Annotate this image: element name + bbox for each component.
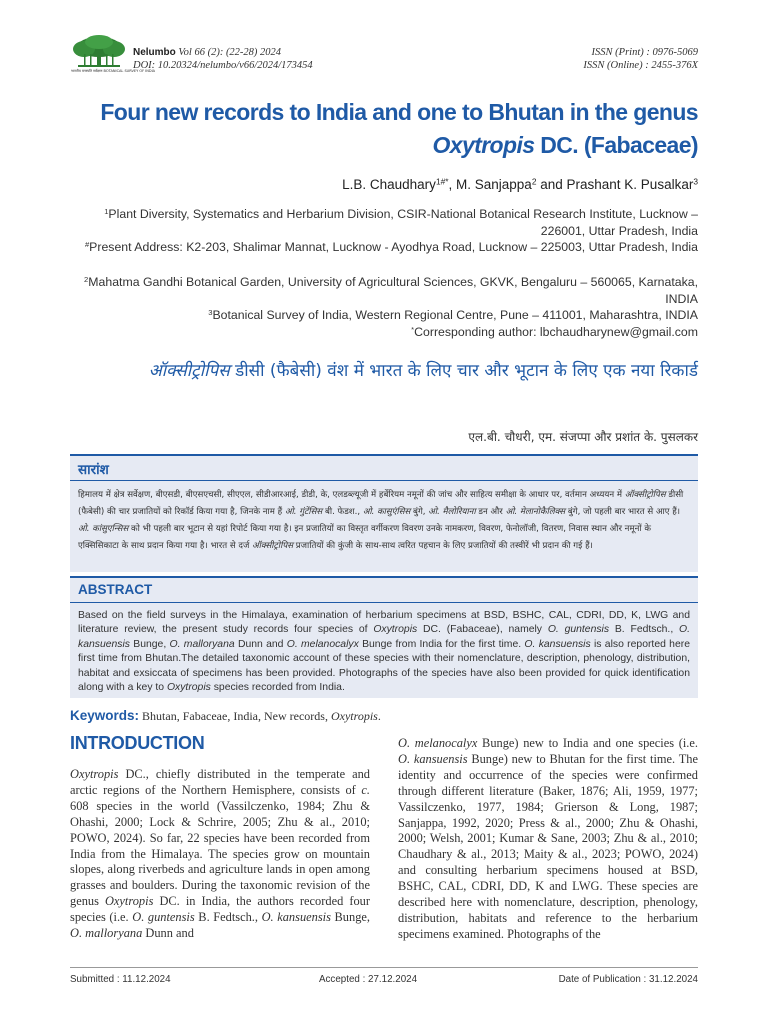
footer-divider (70, 967, 698, 968)
intro-l6: Dunn and (142, 926, 194, 941)
saransh-species-k: ओ. कासुएंसिस (362, 507, 411, 517)
author-3-sup: 3 (693, 176, 698, 187)
saransh-p1: हिमालय में क्षेत्र सर्वेक्षण, बीएसडी, बीएसएचसी, सीएएल, सीडीआरआई, डीडी, के, एलडब्ल्यूजी में हर्बेरियम नमूनों की जांच और साहित्य समीक्षा के आधार पर, वर्तमान अध्ययन में (78, 490, 625, 500)
saransh-divider (70, 480, 698, 481)
affiliation-1-text: Plant Diversity, Systematics and Herbarium Division, CSIR-National Botanical Research Institute, Lucknow – 226001, Uttar Pradesh, India (108, 207, 698, 238)
affiliation-1-sup: 1 (104, 206, 109, 216)
saransh-p2: डीसी (फैबेसी) की चार प्रजातियों को रिकॉर्ड किया गया है, जिनके नाम हैं (78, 490, 684, 517)
title-genus: Oxytropis (432, 132, 535, 158)
abstract-heading: ABSTRACT (78, 582, 153, 597)
intro-l2: 608 species in the world (Vassilczenko, 1984; Zhu & Ohashi, 2000; Lock & Schrire, 2005; Zhu & al., 2010; POWO, 2024). So far, 22 species have been recorded from India from the Himalaya. The species grow on mountain slopes, along riverbeds and agriculture lands in open among grasses and boulders. During the taxonomic revision of the genus (70, 798, 370, 909)
intro-l4-species: O. kansuensis (261, 910, 331, 925)
abstract-i4: O. malloryana (169, 638, 235, 650)
abstract-t1: Based on the field surveys in the Himalaya, examination of herbarium specimens at BSD, BSHC, CAL, CDRI, DD, K, LWG and literature review, the present study records four species of (78, 610, 690, 636)
author-1-sup: 1#* (435, 176, 449, 187)
affiliation-2-text: Mahatma Gandhi Botanical Garden, University of Agricultural Sciences, GKVK, Bengaluru – 560065, Karnataka, INDIA (88, 275, 698, 306)
issn-block (583, 46, 698, 72)
introduction-heading: INTRODUCTION (70, 733, 205, 753)
doi[interactable]: DOI: 10.20324/nelumbo/v66/2024/173454 (133, 60, 313, 71)
publication-date: Date of Publication : 31.12.2024 (558, 974, 698, 985)
title-line-1: Four new records to India and one to Bhutan in the genus (100, 99, 698, 125)
issn-print: ISSN (Print) : 0976-5069 (591, 47, 698, 58)
abstract-t3: B. Fedtsch., (609, 624, 680, 636)
keywords-end: . (377, 709, 381, 723)
corresponding-text[interactable]: Corresponding author: lbchaudharynew@gmail.com (414, 325, 698, 339)
submitted-date: Submitted : 11.12.2024 (70, 974, 171, 985)
abstract-divider (70, 602, 698, 603)
abstract-i5: O. melanocalyx (286, 638, 359, 650)
affiliation-2-sup: 2 (84, 274, 89, 284)
saransh-p5: डन और (475, 507, 506, 517)
intro-l3-species: O. guntensis (132, 910, 195, 925)
abstract-t4: Bunge, (129, 638, 170, 650)
page-header (70, 34, 698, 78)
saransh-species-k2: ओ. कांसुएन्सिस (78, 524, 129, 534)
hindi-authors: एल.बी. चौधरी, एम. संजप्पा और प्रशांत के. पुसलकर (468, 430, 698, 444)
intro-l5-species: O. malloryana (70, 926, 143, 941)
abstract-i7: Oxytropis (166, 682, 211, 694)
intro-l1-circa: c. (361, 782, 370, 797)
affiliation-present-text: Present Address: K2-203, Shalimar Mannat, Lucknow - Ayodhya Road, Lucknow – 225003, Uttar Pradesh, India (89, 240, 698, 254)
saransh-p4: बुंगे, (410, 507, 429, 517)
logo-caption: भारतीय वनस्पति सर्वेक्षण BOTANICAL SURVEY OF INDIA (71, 69, 155, 73)
author-list (70, 177, 698, 192)
keywords (70, 708, 698, 724)
intro-column-left (70, 767, 370, 942)
intro-column-right (398, 736, 698, 943)
saransh-genus-2: ऑक्सीट्रोपिस (252, 541, 294, 551)
saransh-p3: बी. फेडश., (322, 507, 363, 517)
abstract-box (70, 576, 698, 698)
keywords-text: Bhutan, Fabaceae, India, New records, (139, 709, 331, 723)
intro-r1-species-2: O. kansuensis (398, 751, 468, 766)
intro-l3: DC. in India, the authors recorded four species (i.e. (70, 894, 370, 925)
journal-volume: Vol 66 (2): (22-28) 2024 (178, 47, 282, 58)
abstract-i6: O. kansuensis (524, 638, 591, 650)
saransh-species-m: ओ. मैलोरियाना (428, 507, 476, 517)
affiliation-present (70, 239, 698, 256)
intro-l2-genus: Oxytropis (104, 894, 154, 909)
abstract-text (70, 609, 698, 695)
intro-l5: Bunge, (330, 910, 370, 925)
affiliation-3-text: Botanical Survey of India, Western Regional Centre, Pune – 411001, Maharashtra, INDIA (212, 308, 698, 322)
corresponding-sup: * (411, 324, 415, 334)
affiliation-2 (70, 274, 698, 307)
abstract-i1: Oxytropis (373, 624, 418, 636)
saransh-box (70, 454, 698, 572)
author-2-sup: 2 (531, 176, 537, 187)
intro-r2: Bunge) new to Bhutan for the first time. The identity and occurrence of the species were confirmed through different literature (Baker, 1876; Ali, 1959, 1977; Vassilczenko, 1977, 1984; Grierson & Long, 1987; Sanjappa, 1992, 2020; Press & al., 2000; Zhu & Ohashi, 2000; Welsh, 2001; Kumar & Sane, 2003; Zhu & al., 2010; Chaudhary & al., 2013; Maity & al., 2023; POWO, 2024) and consulting herbarium specimens housed at BSD, BSHC, CAL, CDRI, DD, K and LWG. These species are described here with nomenclature, description, phenology, distribution, habitats and reference to the herbarium specimens examined. Photographs of the (398, 751, 698, 941)
intro-r1: Bunge) new to India and one species (i.e. (477, 736, 698, 750)
journal-citation (133, 46, 313, 72)
intro-r1-species: O. melanocalyx (398, 736, 478, 750)
saransh-p6: बुंगे, जो पहली बार भारत से आए हैं। (565, 507, 681, 517)
saransh-species-g: ओ. गुंटेंसिस (284, 507, 323, 517)
intro-l1-genus: Oxytropis (70, 767, 119, 781)
abstract-t5: Dunn and (234, 638, 287, 650)
keywords-genus: Oxytropis (330, 709, 378, 723)
hindi-title-genus: ऑक्सीट्रोपिस (148, 361, 230, 381)
saransh-text (70, 487, 698, 555)
abstract-i3: O. kansuensis (78, 624, 690, 650)
corresponding-author (70, 324, 698, 341)
author-1: L.B. Chaudhary (342, 177, 436, 192)
keywords-label: Keywords: (70, 708, 140, 723)
journal-name: Nelumbo (133, 47, 176, 58)
affiliation-present-sup: # (84, 239, 90, 249)
intro-l1: DC., chiefly distributed in the temperate and arctic regions of the Northern Hemisphere, consists of (70, 767, 370, 797)
banyan-tree-icon (70, 34, 128, 70)
title-line-2-rest: DC. (Fabaceae) (534, 132, 698, 158)
author-sep-1: , (448, 177, 457, 192)
accepted-date: Accepted : 27.12.2024 (319, 974, 418, 985)
author-2: M. Sanjappa (456, 177, 532, 192)
abstract-t2: DC. (Fabaceae), namely (417, 624, 548, 636)
hindi-title-rest: डीसी (फैबेसी) वंश में भारत के लिए चार और भूटान के लिए एक नया रिकार्ड (229, 361, 698, 381)
abstract-t6: Bunge from India for the first time. (358, 638, 525, 650)
affiliation-3-sup: 3 (208, 307, 213, 317)
author-3: Prashant K. Pusalkar (566, 177, 694, 192)
abstract-t8: species recorded from India. (210, 682, 345, 694)
abstract-i2: O. guntensis (547, 624, 610, 636)
affiliation-1 (70, 206, 698, 239)
abstract-t7: is also reported here first time from Bhutan.The detailed taxonomic account of these species with their nomenclature, description, phenology, distribution, habitat and exsiccata of specimens has been provided. Photographs of the species have also been provided for quick identification along with a key to (78, 638, 690, 694)
intro-l4: B. Fedtsch., (194, 910, 262, 925)
issn-online: ISSN (Online) : 2455-376X (583, 60, 698, 71)
title-line-2 (70, 129, 698, 162)
hindi-title (70, 355, 698, 387)
saransh-p7: को भी पहली बार भूटान से यहां रिपोर्ट किया गया है। इन प्रजातियों का विस्तृत वर्गीकरण विवरण उनके नामकरण, विवरण, फेनोलॉजी, वितरण, निवास स्थान और नमूनों के एक्सिसिकाटा के साथ प्रदान किया गया है। भारत से दर्ज (78, 524, 651, 551)
saransh-p8: प्रजातियों की कुंजी के साथ-साथ त्वरित पहचान के लिए प्रजातियों की तस्वीरें भी प्रदान की गई हैं। (293, 541, 593, 551)
affiliation-3 (70, 307, 698, 324)
saransh-genus-1: ऑक्सीट्रोपिस (624, 490, 666, 500)
article-title (70, 96, 698, 162)
saransh-species-mel: ओ. मेलानोकैलिक्स (505, 507, 566, 517)
author-sep-2: and (536, 177, 567, 192)
saransh-heading: सारांश (78, 462, 109, 478)
